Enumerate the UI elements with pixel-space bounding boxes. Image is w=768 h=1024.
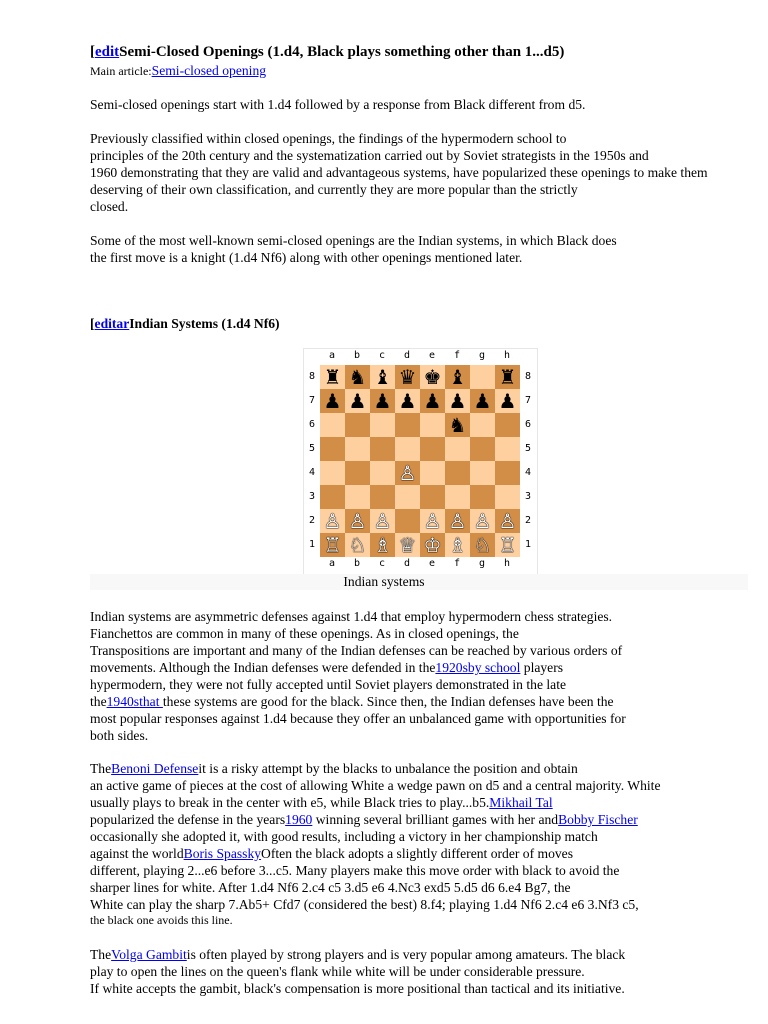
text: winning several brilliant games with her and <box>312 812 559 827</box>
white-piece-icon: ♙ <box>373 509 392 533</box>
square-h5 <box>495 437 520 461</box>
board-grid <box>320 365 520 557</box>
paragraph-2-line-4: deserving of their own classification, and currently they are more popular than the strictly <box>90 182 578 197</box>
square-a3 <box>320 485 345 509</box>
square-c3 <box>370 485 395 509</box>
square-c6 <box>370 413 395 437</box>
square-g3 <box>470 485 495 509</box>
file-label-a: a <box>328 350 336 361</box>
square-h4 <box>495 461 520 485</box>
square-c5 <box>370 437 395 461</box>
black-piece-icon: ♜ <box>323 365 342 389</box>
file-label-g: g <box>478 350 486 361</box>
text: these systems are good for the black. Since then, the Indian defenses have been the <box>162 694 614 709</box>
rank-label-6: 6 <box>308 419 316 430</box>
rank-label-5: 5 <box>308 443 316 454</box>
p5-line-7: different, playing 2...e6 before 3...c5. Many players make this move order with black to avoid the <box>90 863 620 878</box>
square-h8 <box>495 365 520 389</box>
file-label-c: c <box>378 558 386 569</box>
black-piece-icon: ♟ <box>498 389 517 413</box>
black-piece-icon: ♟ <box>398 389 417 413</box>
file-label-f: f <box>453 558 461 569</box>
square-c1 <box>370 533 395 557</box>
link-1920s[interactable]: 1920s <box>435 660 468 675</box>
main-article-label: Main article: <box>90 64 152 78</box>
p4-line-6 <box>90 693 614 710</box>
file-label-e: e <box>428 350 436 361</box>
white-piece-icon: ♙ <box>423 509 442 533</box>
square-c4 <box>370 461 395 485</box>
text: against the world <box>90 846 184 861</box>
paragraph-2-line-5: closed. <box>90 199 129 214</box>
square-a4 <box>320 461 345 485</box>
text: usually plays to break in the center with e5, while Black tries to play...b5. <box>90 795 490 810</box>
square-e5 <box>420 437 445 461</box>
square-h7 <box>495 389 520 413</box>
square-a1 <box>320 533 345 557</box>
file-label-f: f <box>453 350 461 361</box>
square-b8 <box>345 365 370 389</box>
white-piece-icon: ♙ <box>348 509 367 533</box>
main-article-link[interactable]: Semi-closed opening <box>151 63 267 78</box>
paragraph-2-line-2: principles of the 20th century and the systematization carried out by Soviet strategists in the 1950s and <box>90 148 649 163</box>
link-1940s[interactable]: 1940s <box>106 694 140 709</box>
paragraph-2-line-1: Previously classified within closed openings, the findings of the hypermodern school to <box>90 131 567 146</box>
p5-line-1 <box>90 760 578 777</box>
rank-label-7: 7 <box>524 395 532 406</box>
rank-label-3: 3 <box>524 491 532 502</box>
square-h3 <box>495 485 520 509</box>
paragraph-3-line-1: Some of the most well-known semi-closed openings are the Indian systems, in which Black does <box>90 233 617 248</box>
main-article-line <box>90 62 306 80</box>
square-f1 <box>445 533 470 557</box>
rank-label-6: 6 <box>524 419 532 430</box>
link-boris-spassky[interactable]: Boris Spassky <box>183 846 262 861</box>
file-label-c: c <box>378 350 386 361</box>
rank-label-3: 3 <box>308 491 316 502</box>
square-e7 <box>420 389 445 413</box>
square-b6 <box>345 413 370 437</box>
square-f2 <box>445 509 470 533</box>
white-piece-icon: ♙ <box>398 461 417 485</box>
link-volga-gambit[interactable]: Volga Gambit <box>111 947 187 962</box>
p4-line-2: Fianchettos are common in many of these openings. As in closed openings, the <box>90 626 519 641</box>
square-c7 <box>370 389 395 413</box>
square-b5 <box>345 437 370 461</box>
square-d3 <box>395 485 420 509</box>
p6-line-2: play to open the lines on the queen's flank while white will be under considerable pressure. <box>90 964 585 979</box>
square-b1 <box>345 533 370 557</box>
square-b3 <box>345 485 370 509</box>
square-a8 <box>320 365 345 389</box>
link-by-school[interactable]: by school <box>467 660 521 675</box>
white-piece-icon: ♕ <box>398 533 417 557</box>
link-mikhail-tal[interactable]: Mikhail Tal <box>489 795 553 810</box>
rank-label-2: 2 <box>308 515 316 526</box>
black-piece-icon: ♟ <box>423 389 442 413</box>
square-e2 <box>420 509 445 533</box>
white-piece-icon: ♖ <box>498 533 517 557</box>
p5-line-10: the black one avoids this line. <box>90 913 233 927</box>
square-f5 <box>445 437 470 461</box>
square-g8 <box>470 365 495 389</box>
p4-line-8: both sides. <box>90 728 149 743</box>
square-g5 <box>470 437 495 461</box>
square-b7 <box>345 389 370 413</box>
file-label-b: b <box>353 350 361 361</box>
white-piece-icon: ♘ <box>348 533 367 557</box>
white-piece-icon: ♙ <box>448 509 467 533</box>
p6-line-3: If white accepts the gambit, black's compensation is more positional than tactical and its initiative. <box>90 981 625 996</box>
text: Often the black adopts a slightly different order of moves <box>261 846 573 861</box>
square-f7 <box>445 389 470 413</box>
p4-line-5: hypermodern, they were not fully accepted until Soviet players demonstrated in the late <box>90 677 567 692</box>
white-piece-icon: ♘ <box>473 533 492 557</box>
square-d2 <box>395 509 420 533</box>
square-g6 <box>470 413 495 437</box>
section-heading-semi-closed: [editSemi-Closed Openings (1.d4, Black plays something other than 1...d5) <box>90 44 565 60</box>
white-piece-icon: ♗ <box>373 533 392 557</box>
p5-line-8: sharper lines for white. After 1.d4 Nf6 2.c4 c5 3.d5 e6 4.Nc3 exd5 5.d5 d6 6.e4 Bg7, the <box>90 880 571 895</box>
text: The <box>90 761 112 776</box>
white-piece-icon: ♖ <box>323 533 342 557</box>
file-label-h: h <box>503 350 511 361</box>
rank-label-7: 7 <box>308 395 316 406</box>
square-c2 <box>370 509 395 533</box>
rank-label-4: 4 <box>524 467 532 478</box>
square-h2 <box>495 509 520 533</box>
file-label-h: h <box>503 558 511 569</box>
heading-text: Indian Systems (1.d4 Nf6) <box>129 316 280 331</box>
black-piece-icon: ♟ <box>323 389 342 413</box>
rank-label-2: 2 <box>524 515 532 526</box>
p4-line-7: most popular responses against 1.d4 because they offer an unbalanced game with opportunities for <box>90 711 626 726</box>
chess-board-diagram <box>303 348 538 576</box>
file-label-b: b <box>353 558 361 569</box>
square-b2 <box>345 509 370 533</box>
text: movements. Although the Indian defenses were defended in the <box>90 660 436 675</box>
file-label-g: g <box>478 558 486 569</box>
square-e3 <box>420 485 445 509</box>
link-that[interactable]: that <box>139 694 163 709</box>
black-piece-icon: ♜ <box>498 365 517 389</box>
link-1960[interactable]: 1960 <box>285 812 313 827</box>
p5-line-9: White can play the sharp 7.Ab5+ Cfd7 (considered the best) 8.f4; playing 1.d4 Nf6 2.c4 e6 3.Nf3 c5, <box>90 897 639 912</box>
square-d1 <box>395 533 420 557</box>
square-d7 <box>395 389 420 413</box>
p5-line-5: occasionally she adopted it, with good results, including a victory in her championship match <box>90 829 598 844</box>
white-piece-icon: ♙ <box>323 509 342 533</box>
square-g4 <box>470 461 495 485</box>
black-piece-icon: ♟ <box>473 389 492 413</box>
p4-line-4 <box>90 659 563 676</box>
square-f4 <box>445 461 470 485</box>
text: is often played by strong players and is very popular among amateurs. The black <box>186 947 626 962</box>
square-b4 <box>345 461 370 485</box>
white-piece-icon: ♙ <box>473 509 492 533</box>
black-piece-icon: ♛ <box>398 365 417 389</box>
square-f8 <box>445 365 470 389</box>
square-g2 <box>470 509 495 533</box>
white-piece-icon: ♗ <box>448 533 467 557</box>
square-h1 <box>495 533 520 557</box>
edit-link[interactable]: edit <box>95 44 120 60</box>
rank-label-1: 1 <box>524 539 532 550</box>
rank-label-8: 8 <box>524 371 532 382</box>
black-piece-icon: ♞ <box>448 413 467 437</box>
square-d6 <box>395 413 420 437</box>
paragraph-2-line-3: 1960 demonstrating that they are valid and advantageous systems, have popularized these openings to make them <box>90 165 708 180</box>
square-e4 <box>420 461 445 485</box>
black-piece-icon: ♟ <box>373 389 392 413</box>
square-a7 <box>320 389 345 413</box>
square-d5 <box>395 437 420 461</box>
text: popularized the defense in the years <box>90 812 286 827</box>
square-e8 <box>420 365 445 389</box>
rank-label-1: 1 <box>308 539 316 550</box>
square-a6 <box>320 413 345 437</box>
rank-label-5: 5 <box>524 443 532 454</box>
paragraph-1: Semi-closed openings start with 1.d4 followed by a response from Black different from d5. <box>90 97 586 112</box>
heading-text: Semi-Closed Openings (1.d4, Black plays something other than 1...d5) <box>119 44 565 60</box>
black-piece-icon: ♚ <box>423 365 442 389</box>
p5-line-2: an active game of pieces at the cost of allowing White a wedge pawn on d5 and a central majority. White <box>90 778 661 793</box>
p5-line-6 <box>90 845 573 862</box>
rank-label-8: 8 <box>308 371 316 382</box>
black-piece-icon: ♟ <box>448 389 467 413</box>
file-label-a: a <box>328 558 336 569</box>
text: players <box>520 660 564 675</box>
white-piece-icon: ♔ <box>423 533 442 557</box>
p5-line-4 <box>90 811 638 828</box>
edit-link[interactable]: editar <box>94 316 130 331</box>
square-e1 <box>420 533 445 557</box>
square-f6 <box>445 413 470 437</box>
p6-line-1 <box>90 946 625 963</box>
text: it is a risky attempt by the blacks to unbalance the position and obtain <box>198 761 578 776</box>
file-label-d: d <box>403 350 411 361</box>
square-f3 <box>445 485 470 509</box>
white-piece-icon: ♙ <box>498 509 517 533</box>
square-a5 <box>320 437 345 461</box>
square-h6 <box>495 413 520 437</box>
square-d4 <box>395 461 420 485</box>
black-piece-icon: ♞ <box>348 365 367 389</box>
rank-label-4: 4 <box>308 467 316 478</box>
text: The <box>90 947 112 962</box>
section-heading-indian-systems: [editarIndian Systems (1.d4 Nf6) <box>90 316 280 331</box>
board-caption: Indian systems <box>343 574 425 589</box>
file-label-e: e <box>428 558 436 569</box>
square-e6 <box>420 413 445 437</box>
p5-line-3 <box>90 794 695 811</box>
square-c8 <box>370 365 395 389</box>
square-d8 <box>395 365 420 389</box>
file-label-d: d <box>403 558 411 569</box>
text: the <box>90 694 107 709</box>
p4-line-1: Indian systems are asymmetric defenses against 1.d4 that employ hypermodern chess strategies. <box>90 609 613 624</box>
black-piece-icon: ♝ <box>448 365 467 389</box>
paragraph-3-line-2: the first move is a knight (1.d4 Nf6) along with other openings mentioned later. <box>90 250 523 265</box>
square-g1 <box>470 533 495 557</box>
link-bobby-fischer[interactable]: Bobby Fischer <box>558 812 638 827</box>
black-piece-icon: ♝ <box>373 365 392 389</box>
square-g7 <box>470 389 495 413</box>
link-benoni-defense[interactable]: Benoni Defense <box>111 761 199 776</box>
p4-line-3: Transpositions are important and many of the Indian defenses can be reached by various orders of <box>90 643 623 658</box>
black-piece-icon: ♟ <box>348 389 367 413</box>
square-a2 <box>320 509 345 533</box>
